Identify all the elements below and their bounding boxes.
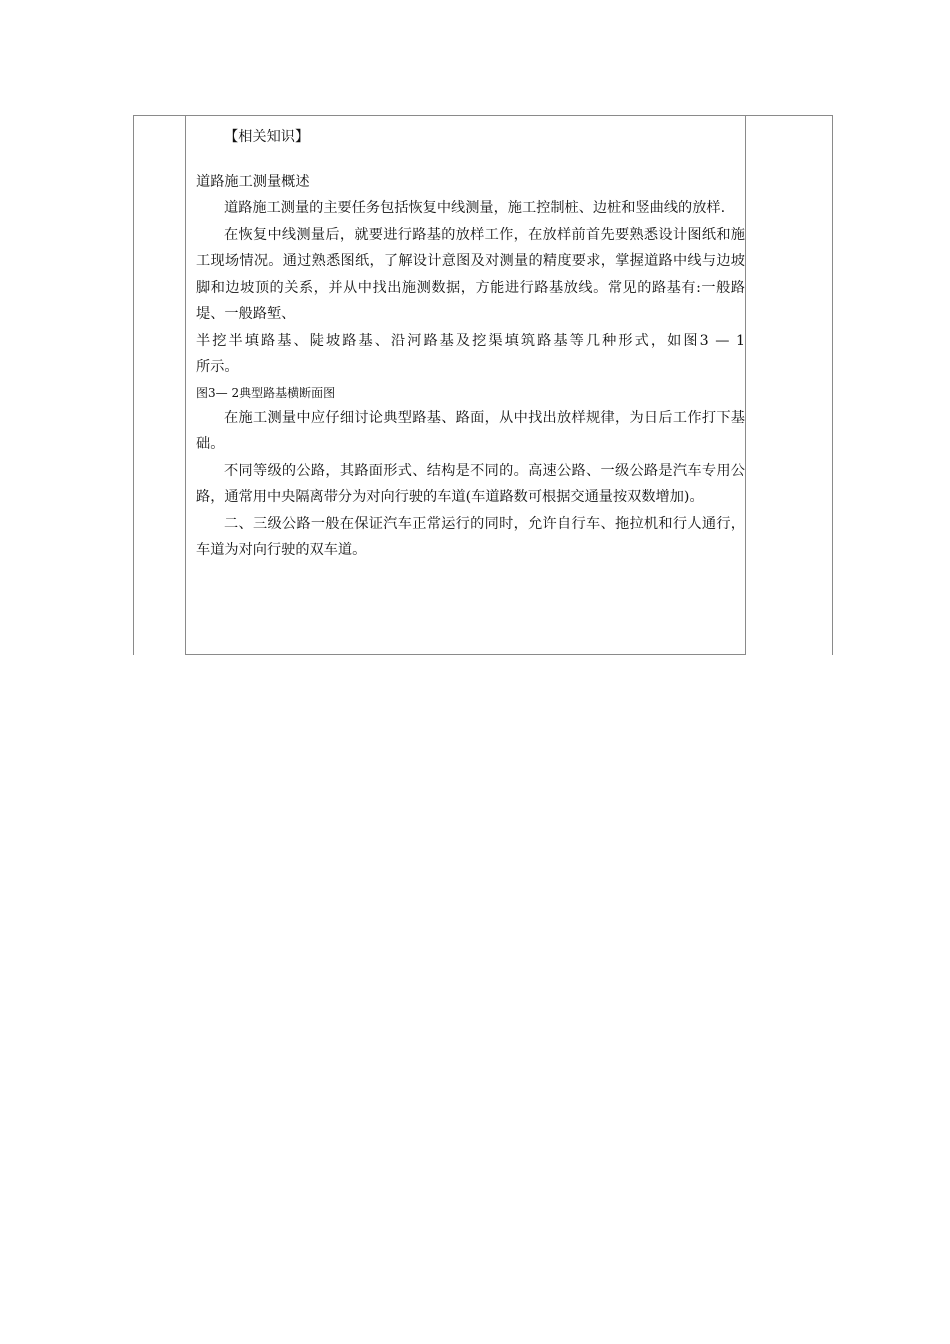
table-right-border — [832, 115, 833, 655]
figure-caption: 图3— 2典型路基横断面图 — [196, 385, 336, 400]
paragraph-7: 二、三级公路一般在保证汽车正常运行的同时，允许自行车、拖拉机和行人通行，车道为对向行驶的双车道。 — [196, 515, 745, 558]
table-left-border — [133, 115, 134, 655]
section-subtitle: 道路施工测量概述 — [196, 173, 310, 190]
content-cell — [185, 115, 746, 655]
paragraph-3: 半挖半填路基、陡坡路基、沿河路基及挖渠填筑路基等几种形式，如图3 — 1 — [196, 332, 745, 349]
paragraph-2: 在恢复中线测量后，就要进行路基的放样工作，在放样前首先要熟悉设计图纸和施工现场情况。通过熟悉图纸，了解设计意图及对测量的精度要求，掌握道路中线与边坡脚和边坡顶的关系，并从中找出施测数据，方能进行路基放线。常见的路基有:一般路堤、一般路堑、 — [196, 226, 745, 322]
paragraph-1: 道路施工测量的主要任务包括恢复中线测量，施工控制桩、边桩和竖曲线的放样. — [224, 200, 726, 216]
paragraph-4: 所示。 — [196, 359, 239, 375]
paragraph-6: 不同等级的公路，其路面形式、结构是不同的。高速公路、一级公路是汽车专用公路，通常用中央隔离带分为对向行驶的车道(车道路数可根据交通量按双数增加)。 — [196, 462, 745, 505]
document-content — [196, 124, 745, 564]
document-table — [133, 115, 833, 655]
section-label: 【相关知识】 — [224, 129, 310, 145]
paragraph-5: 在施工测量中应仔细讨论典型路基、路面，从中找出放样规律，为日后工作打下基础。 — [196, 409, 745, 452]
